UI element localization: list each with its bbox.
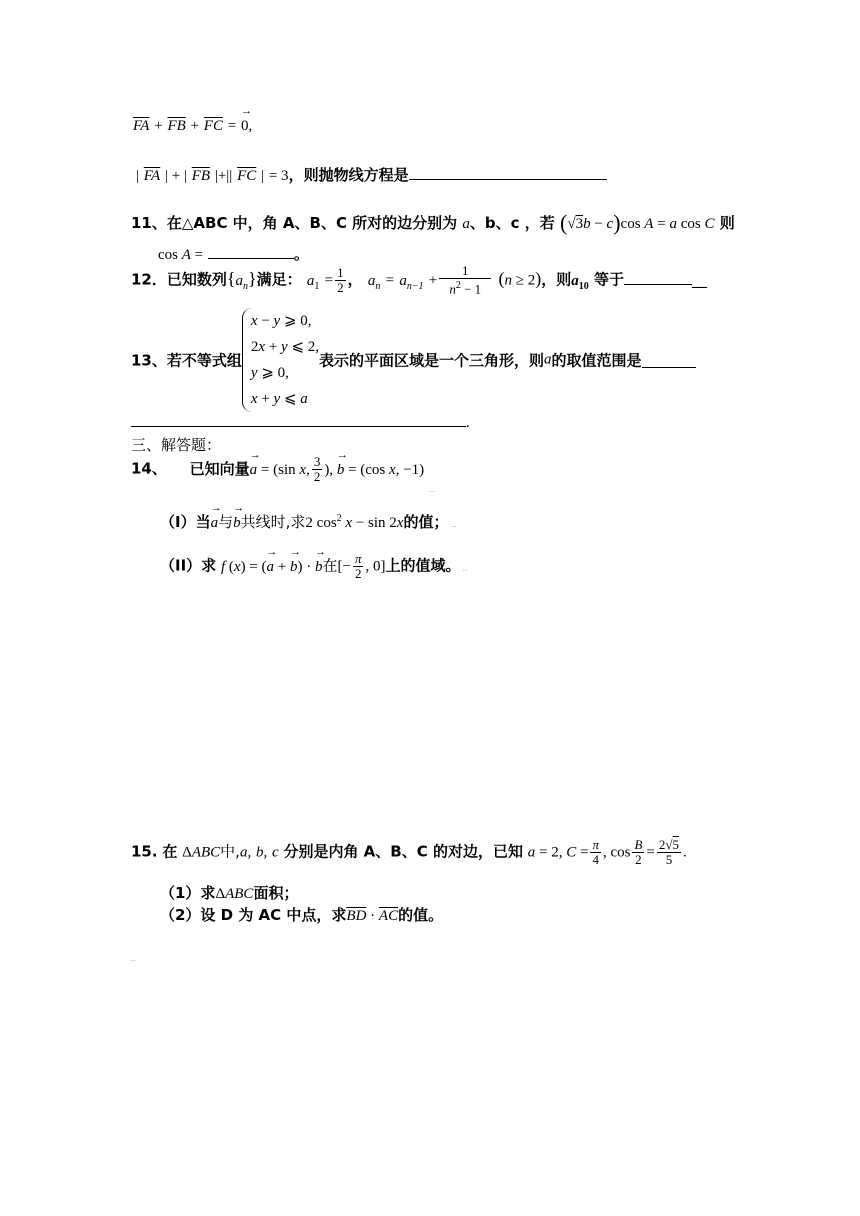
q14-part1-label: （I）: [160, 513, 196, 531]
q11-line2: cos A = 。: [158, 245, 309, 263]
q11-then: 则: [719, 214, 735, 232]
q15-part1: （1）求ΔABC面积；: [160, 884, 299, 902]
q14-part1: （I）当→ a与→ b共线时,求2 $\cos^2 x - \sin 2x$的值； …: [160, 511, 456, 532]
q12-equals: 等于: [593, 270, 624, 289]
q10-vector-sum-line: $\overline{FA} + \overline{FB} + \overline{FC}$ = → 0,: [133, 116, 252, 135]
q14-part1-value: 的值；: [403, 513, 449, 531]
q14-text: 已知向量: [189, 459, 250, 478]
stray-mark: …: [130, 956, 136, 963]
q10-magnitude-line: | $\overline{FA}$ | + | $\overline{FB}$ |+|| $\overline{FC}$ | = 3，则抛物线方程是: [136, 164, 607, 185]
q11-number: 11、: [131, 214, 167, 232]
q14-part2-find: 求: [201, 556, 217, 575]
q15-part1-area: 面积；: [253, 884, 299, 902]
q12-answer-blank: [624, 270, 692, 285]
q10-answer-blank: [409, 165, 607, 180]
q14-part2: （II）求 f (x) = (→ a + → b) · → b在[− $\frac{\pi}{2}$ , 0]上的值域。 …: [160, 552, 468, 581]
q11-text-sides: 、b、c ，若: [469, 214, 555, 232]
q10-equals-three: = 3: [268, 168, 289, 184]
q14-line: 14、 已知向量→ a = (sin x, $\frac{3}{2}$ ), → b = (cos x, −1) …: [131, 455, 424, 484]
q12-then: ，则: [541, 270, 572, 289]
q15-in: 在: [162, 842, 178, 861]
q12-number: 12．: [131, 270, 167, 289]
q13-line: 13、若不等式组 x − y ⩾ 0, 2x + y ⩽ 2, y ⩾ 0, x + y ⩽ a 表示的平面区域是一个三角形，则a的取值范围是: [131, 308, 696, 412]
q12-text: 已知数列: [166, 270, 227, 289]
q15-part2-value: 的值。: [398, 906, 444, 924]
q15-number: 15.: [131, 842, 158, 861]
q12-line: 12．已知数列$\{a_n\}$满足： $a_1$ = $\frac{1}{2}$ ， $a_n = a_{n-1}$ + $\frac{1}{n^2 - 1}$ (n ≥ 2)，则$a_{10}$ 等于 __: [131, 263, 707, 297]
q15-part2-text: （2）设 D 为 AC 中点，求: [160, 906, 347, 924]
q13-text-region: 表示的平面区域是一个三角形，则: [319, 351, 545, 370]
q14-part2-label: （II）: [160, 556, 202, 575]
q13-text: 若不等式组: [166, 351, 242, 370]
q13-number: 13、: [131, 351, 167, 370]
q14-number: 14、: [131, 459, 167, 478]
q15-line: 15. 在 ΔABC中,a, b, c 分别是内角 A、B、C 的对边，已知 a = 2, C = $\frac{\pi}{4}$ , cos $\frac{B}{2}$ = $\frac{2√5}{5}$ .: [131, 837, 687, 867]
q11-line1: 11、在△ABC 中，角 A、B、C 所对的边分别为 a、b、c ，若 (√3b − c)cos A = a cos C 则: [131, 210, 735, 235]
q12-comma: ，: [347, 270, 363, 289]
q11-answer-blank: [208, 244, 294, 259]
q15-middle: 中,: [220, 842, 240, 861]
q11-period: 。: [293, 245, 309, 263]
q14-part1-collinear: 共线时,求: [240, 513, 306, 531]
q11-text: 在△ABC 中，角 A、B、C 所对的边分别为: [166, 214, 458, 232]
q15-part1-text: （1）求: [160, 884, 216, 902]
zero-vector: → 0,: [241, 118, 252, 135]
q13-answer-blank: [642, 353, 696, 368]
q13-end-dot: .: [466, 415, 470, 431]
q15-text: 分别是内角 A、B、C 的对边，已知: [283, 842, 523, 861]
q10-question-text: ，则抛物线方程是: [288, 166, 409, 184]
q13-text-range: 的取值范围是: [551, 351, 642, 370]
q14-part1-and: 与: [218, 513, 234, 531]
q14-part1-when: 当: [195, 513, 211, 531]
q15-part2: （2）设 D 为 AC 中点，求$\overline{BD} \cdot \overline{AC}$的值。: [160, 906, 444, 924]
q14-part2-range: 上的值域。: [385, 556, 461, 575]
q14-part2-on: 在: [322, 556, 338, 575]
q12-blank-tail: __: [692, 270, 707, 289]
q12-satisfies: 满足：: [256, 270, 302, 289]
q13-inequality-system: x − y ⩾ 0, 2x + y ⩽ 2, y ⩾ 0, x + y ⩽ a: [242, 308, 319, 412]
section-title: 三、解答题：: [131, 436, 222, 454]
q13-answer-blank-line2: [131, 412, 470, 432]
